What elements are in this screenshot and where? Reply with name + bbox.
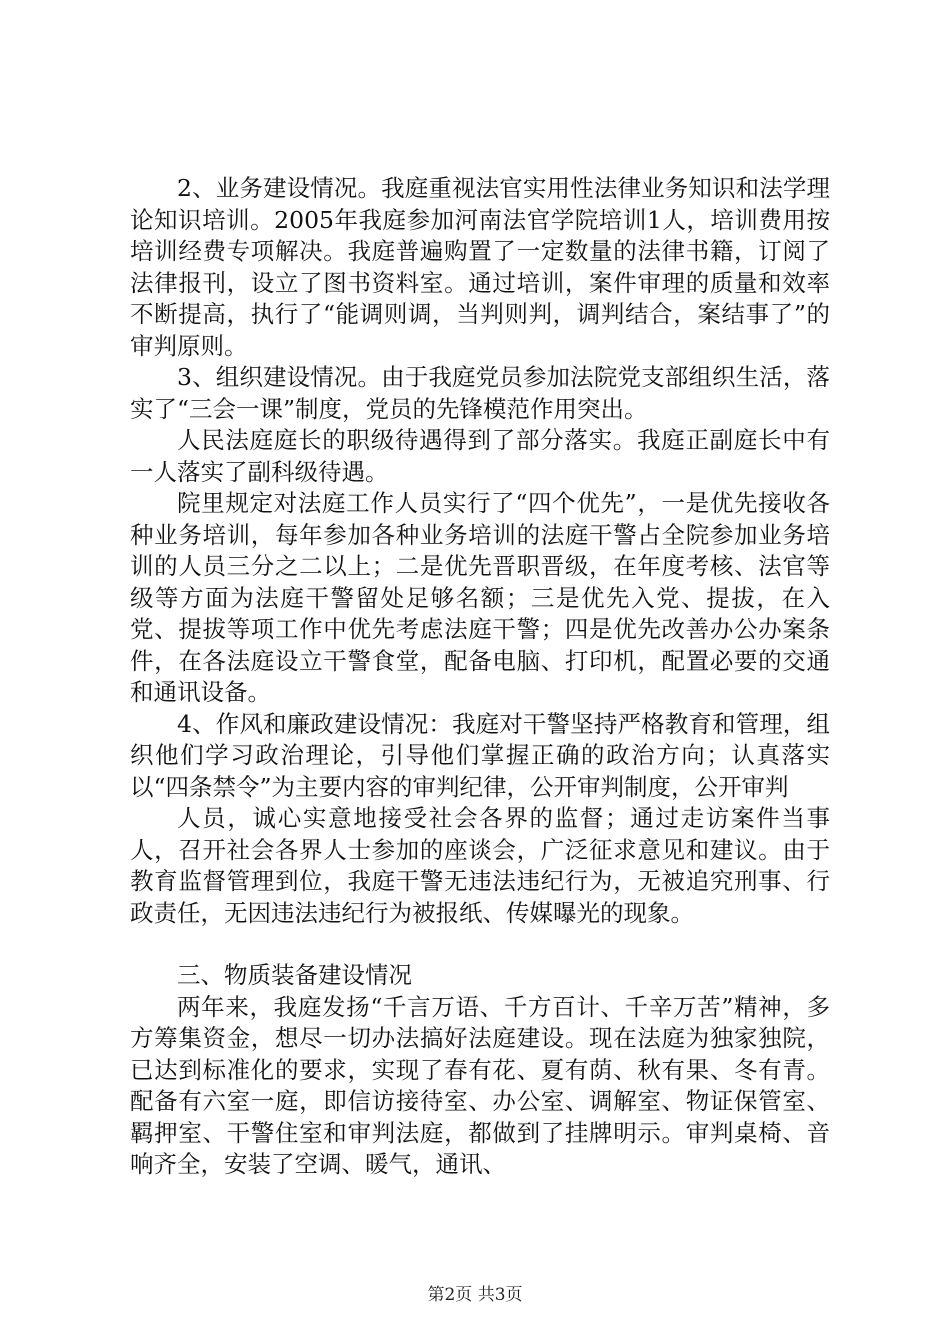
page-number-footer: 第2页 共3页 — [427, 1285, 523, 1305]
section-heading-equipment: 三、物质装备建设情况 — [177, 961, 412, 989]
paragraph-four-priorities: 院里规定对法庭工作人员实行了“四个优先”，一是优先接收各种业务培训，每年参加各种业务培训的法庭干警占全院参加业务培训的人员三分之二以上；二是优先晋职晋级，在年度考核、法官等级等方面为法庭干警留处足够名额；三是优先入党、提拔，在入党、提拔等项工作中优先考虑法庭干警；四是优先改善办公办案条件，在各法庭设立干警食堂，配备电脑、打印机，配置必要的交通和通讯设备。 — [130, 489, 830, 706]
document-body — [130, 173, 830, 1181]
paragraph-court-chief-rank: 人民法庭庭长的职级待遇得到了部分落实。我庭正副庭长中有一人落实了副科级待遇。 — [130, 426, 830, 486]
paragraph-equipment-building: 两年来，我庭发扬“千言万语、千方百计、千辛万苦”精神，多方筹集资金，想尽一切办法搞好法庭建设。现在法庭为独家独院，已达到标准化的要求，实现了春有花、夏有荫、秋有果、冬有青。配备有六室一庭，即信访接待室、办公室、调解室、物证保管室、羁押室、干警住室和审判法庭，都做到了挂牌明示。审判桌椅、音响齐全，安装了空调、暖气，通讯、 — [130, 992, 830, 1178]
paragraph-conduct-integrity: 4、作风和廉政建设情况：我庭对干警坚持严格教育和管理，组织他们学习政治理论，引导他们掌握正确的政治方向；认真落实以“四条禁令”为主要内容的审判纪律，公开审判制度，公开审判 — [130, 709, 830, 801]
paragraph-business-building: 2、业务建设情况。我庭重视法官实用性法律业务知识和法学理论知识培训。2005年我庭参加河南法官学院培训1人，培训费用按培训经费专项解决。我庭普遍购置了一定数量的法律书籍，订阅了法律报刊，设立了图书资料室。通过培训，案件审理的质量和效率不断提高，执行了“能调则调，当判则判，调判结合，案结事了”的审判原则。 — [130, 174, 830, 360]
paragraph-supervision: 人员，诚心实意地接受社会各界的监督；通过走访案件当事人，召开社会各界人士参加的座谈会，广泛征求意见和建议。由于教育监督管理到位，我庭干警无违法违纪行为，无被追究刑事、行政责任，无因违法违纪行为被报纸、传媒曝光的现象。 — [130, 804, 830, 927]
paragraph-organization-building: 3、组织建设情况。由于我庭党员参加法院党支部组织生活，落实了“三会一课”制度，党员的先锋模范作用突出。 — [130, 363, 830, 423]
